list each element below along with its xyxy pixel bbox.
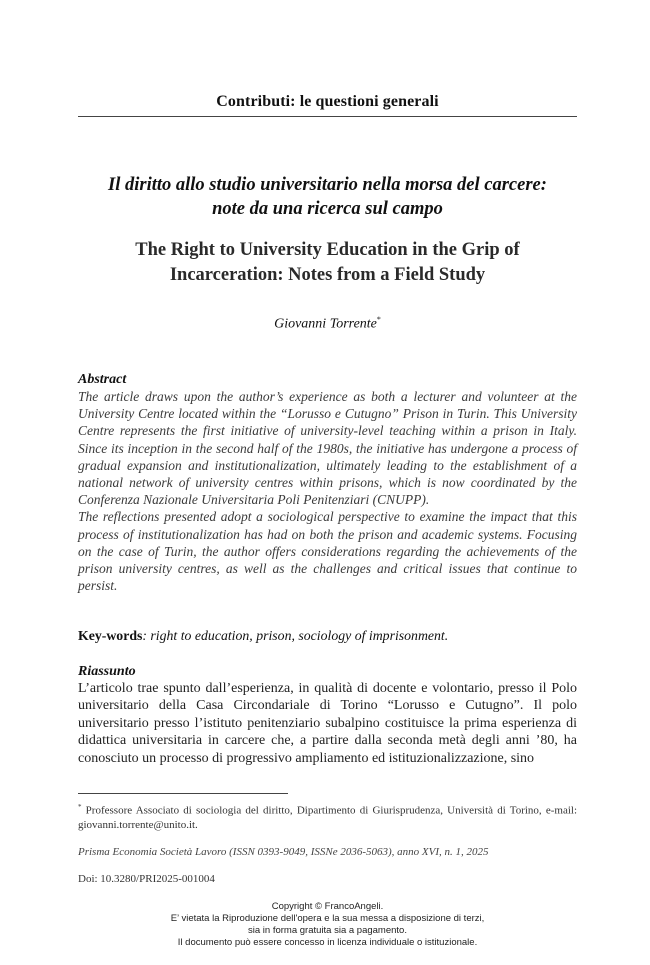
copyright-line-1: Copyright © FrancoAngeli. <box>271 901 384 912</box>
journal-citation: Prisma Economia Società Lavoro (ISSN 0393-9049, ISSNe 2036-5063), anno XVI, n. 1, 2025 <box>78 846 489 858</box>
keywords-label: Key-words <box>78 628 143 643</box>
section-header: Contributi: le questioni generali <box>216 93 439 110</box>
riassunto-paragraph: L’articolo trae spunto dall’esperienza, in qualità di docente e volontario, presso il Polo universitario della Casa Circondariale di Torino “Lorusso e Cutugno”. Il polo universitario presso l’istituto penitenziario subalpino costituisce la prima esperienza di didattica universitaria in carcere che, a partire dalla seconda metà degli anni ’80, ha conosciuto un processo di progressivo ampliamento ed istituzionalizzazione, sino <box>78 681 577 766</box>
copyright-line-2: E’ vietata la Riproduzione dell'opera e la sua messa a disposizione di terzi, <box>170 913 485 924</box>
article-title-english <box>78 238 577 288</box>
author-line <box>78 315 577 333</box>
title-english-line-1: The Right to University Education in the Grip of <box>135 240 520 260</box>
article-title-italian <box>78 173 577 221</box>
keywords-line <box>78 627 577 644</box>
author-name: Giovanni Torrente <box>274 316 377 332</box>
copyright-line-4: Il documento può essere concesso in licenza individuale o istituzionale. <box>177 937 478 948</box>
copyright-notice <box>100 901 555 949</box>
author-footnote-marker: * <box>376 315 381 324</box>
riassunto-section <box>78 663 577 767</box>
abstract-section <box>78 371 577 594</box>
footnote-divider <box>78 793 288 794</box>
doi-line: Doi: 10.3280/PRI2025-001004 <box>78 873 215 885</box>
footnote <box>78 800 577 833</box>
section-divider <box>78 116 577 117</box>
footnote-text: Professore Associato di sociologia del diritto, Dipartimento di Giurisprudenza, Università di Torino, e-mail: giovanni.torrente@unito.it. <box>78 804 577 832</box>
abstract-paragraph-1: The article draws upon the author’s experience as both a lecturer and volunteer at the University Centre located within the “Lorusso e Cutugno” Prison in Turin. This University Centre represents the first initiative of university-level teaching within a prison in Italy. Since its inception in the second half of the 1980s, the initiative has undergone a process of gradual expansion and institutionalization, ultimately leading to the establishment of a national network of university centres within prisons, which is now coordinated by the Conferenza Nazionale Universitaria Poli Penitenziari (CNUPP). <box>78 389 577 508</box>
title-english-line-2: Incarceration: Notes from a Field Study <box>169 265 486 285</box>
title-italian-line-2: note da una ricerca sul campo <box>212 199 443 219</box>
footnote-marker: * <box>78 803 82 811</box>
keywords-text: : right to education, prison, sociology of imprisonment. <box>142 628 449 643</box>
riassunto-heading: Riassunto <box>78 664 136 679</box>
title-italian-line-1: Il diritto allo studio universitario nella morsa del carcere: <box>108 175 547 195</box>
copyright-line-3: sia in forma gratuita sia a pagamento. <box>248 925 407 936</box>
abstract-paragraph-2: The reflections presented adopt a sociological perspective to examine the impact that this process of institutionalization has had on both the prison and academic systems. Focusing on the case of Turin, the author offers considerations regarding the achievements of the prison university centres, as well as the challenges and critical issues that continue to persist. <box>78 509 577 594</box>
abstract-heading: Abstract <box>78 372 127 387</box>
